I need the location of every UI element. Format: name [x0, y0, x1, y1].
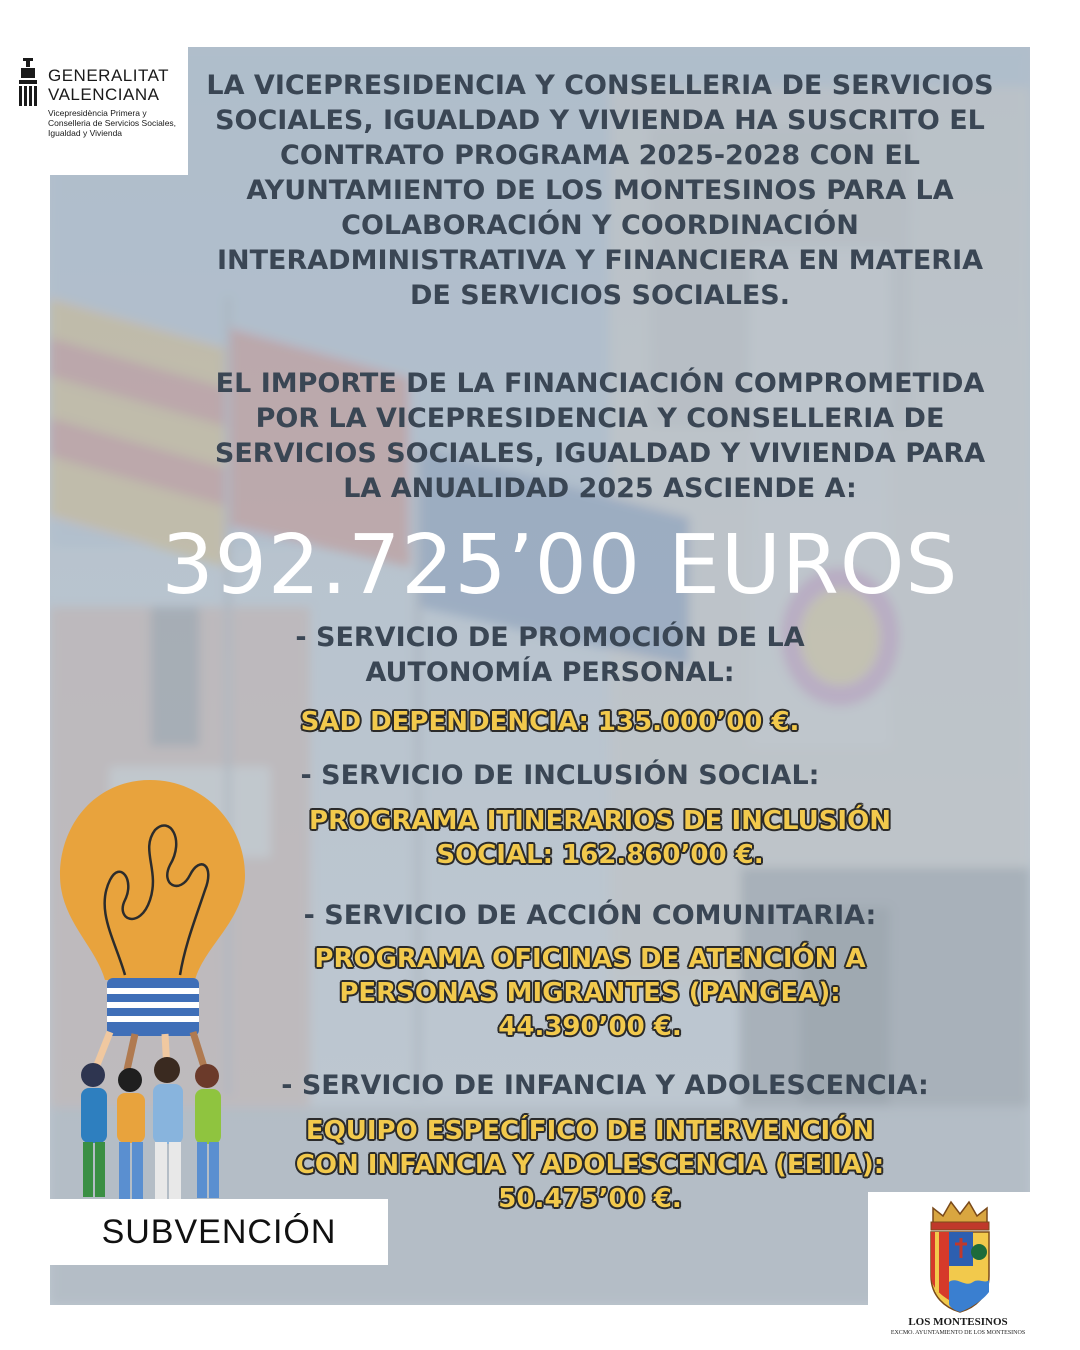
montesinos-subtitle: EXCMO. AYUNTAMIENTO DE LOS MONTESINOS [890, 1330, 1026, 1336]
subvencion-label: SUBVENCIÓN [101, 1213, 337, 1251]
service-title-autonomia: - SERVICIO DE PROMOCIÓN DE LA AUTONOMÍA PERSONAL: [295, 622, 805, 688]
montesinos-crest-icon [925, 1196, 995, 1314]
service-title-inclusion: - SERVICIO DE INCLUSIÓN SOCIAL: [300, 760, 820, 791]
lightbulb-people-illustration [55, 770, 255, 1210]
generalitat-subtitle: Vicepresidència Primera y Conselleria de Servicios Sociales, Igualdad y Vivienda [48, 108, 177, 138]
generalitat-emblem-icon [17, 58, 43, 120]
service-title-infancia: - SERVICIO DE INFANCIA Y ADOLESCENCIA: [281, 1070, 929, 1101]
generalitat-name [48, 66, 169, 104]
intro-paragraph: LA VICEPRESIDENCIA Y CONSELLERIA DE SERVICIOS SOCIALES, IGUALDAD Y VIVIENDA HA SUSCRITO EL CONTRATO PROGRAMA 2025-2028 CON EL AYUNTAMIENTO DE LOS MONTESINOS PARA LA COLABORACIÓN Y COORDINACIÓN INTERADMINISTRATIVA Y FINANCIERA EN MATERIA DE SERVICIOS SOCIALES. [206, 70, 994, 311]
generalitat-name-line2: VALENCIANA [48, 85, 160, 104]
service-detail-inclusion: PROGRAMA ITINERARIOS DE INCLUSIÓN SOCIAL: 162.860’00 €. [309, 806, 891, 870]
funding-paragraph: EL IMPORTE DE LA FINANCIACIÓN COMPROMETIDA POR LA VICEPRESIDENCIA Y CONSELLERIA DE SERVICIOS SOCIALES, IGUALDAD Y VIVIENDA PARA LA ANUALIDAD 2025 ASCIENDE A: [214, 368, 986, 504]
montesinos-name: LOS MONTESINOS [908, 1316, 1008, 1328]
total-amount: 392.725’00 EUROS [161, 518, 959, 613]
service-detail-autonomia: SAD DEPENDENCIA: 135.000’00 €. [300, 707, 800, 737]
service-detail-infancia: EQUIPO ESPECÍFICO DE INTERVENCIÓN CON INFANCIA Y ADOLESCENCIA (EEIIA): 50.475’00 €. [295, 1116, 885, 1214]
generalitat-name-line1: GENERALITAT [48, 66, 170, 85]
service-detail-accion-comunitaria: PROGRAMA OFICINAS DE ATENCIÓN A PERSONAS MIGRANTES (PANGEA): 44.390’00 €. [314, 944, 866, 1042]
service-title-accion-comunitaria: - SERVICIO DE ACCIÓN COMUNITARIA: [303, 900, 877, 931]
